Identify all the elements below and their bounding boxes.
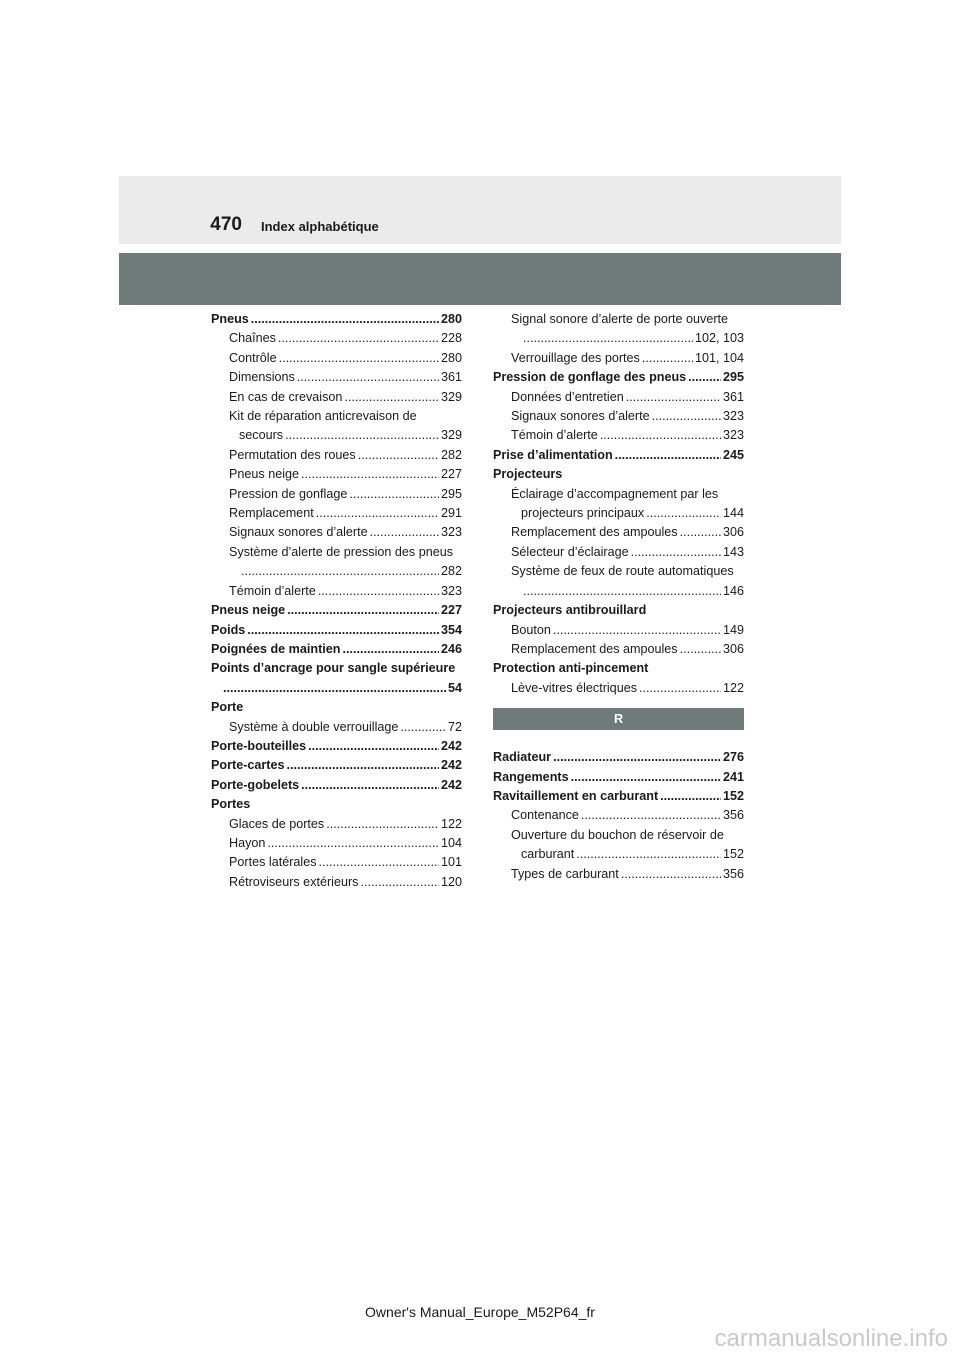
entry-term: Glaces de portes bbox=[229, 816, 325, 831]
index-entry bbox=[211, 795, 462, 814]
index-entry bbox=[211, 349, 462, 368]
dot-leader bbox=[301, 465, 439, 484]
entry-term: Pression de gonflage des pneus bbox=[493, 370, 687, 385]
entry-page: 241 bbox=[722, 769, 744, 784]
dot-leader bbox=[688, 368, 721, 387]
entry-term: Bouton bbox=[511, 622, 551, 637]
index-entry bbox=[493, 310, 744, 329]
dot-leader bbox=[680, 640, 721, 659]
entry-term: Radiateur bbox=[493, 750, 552, 765]
entry-page: 329 bbox=[440, 428, 462, 443]
entry-page: 104 bbox=[440, 835, 462, 850]
entry-term: Prise d’alimentation bbox=[493, 447, 613, 462]
index-entry bbox=[211, 407, 462, 426]
entry-term: Porte bbox=[211, 700, 244, 715]
entry-term: Chaînes bbox=[229, 331, 276, 346]
dot-leader bbox=[297, 368, 439, 387]
index-entry bbox=[211, 756, 462, 775]
entry-page: 323 bbox=[440, 583, 462, 598]
index-entry bbox=[211, 853, 462, 872]
entry-page: 144 bbox=[722, 506, 744, 521]
dot-leader bbox=[631, 543, 721, 562]
index-entry bbox=[211, 388, 462, 407]
dot-leader bbox=[241, 562, 439, 581]
dot-leader bbox=[285, 426, 439, 445]
dot-leader bbox=[342, 640, 439, 659]
dot-leader bbox=[308, 737, 439, 756]
dot-leader bbox=[279, 349, 439, 368]
entry-term: Remplacement bbox=[229, 506, 314, 521]
entry-term: Témoin d’alerte bbox=[229, 583, 316, 598]
index-entry bbox=[493, 485, 744, 504]
entry-page: 146 bbox=[722, 583, 744, 598]
entry-page: 122 bbox=[440, 816, 462, 831]
entry-page: 306 bbox=[722, 641, 744, 656]
entry-page: 295 bbox=[722, 370, 744, 385]
index-entry bbox=[211, 834, 462, 853]
entry-term: Dimensions bbox=[229, 370, 295, 385]
index-entry bbox=[493, 865, 744, 884]
entry-term: Porte-cartes bbox=[211, 758, 285, 773]
dot-leader bbox=[316, 504, 439, 523]
entry-term: Rangements bbox=[493, 769, 569, 784]
dot-leader bbox=[360, 873, 439, 892]
entry-term: Pression de gonflage bbox=[229, 486, 348, 501]
entry-term: Hayon bbox=[229, 835, 266, 850]
entry-page: 227 bbox=[440, 467, 462, 482]
index-entry bbox=[211, 679, 462, 698]
index-entry bbox=[211, 815, 462, 834]
entry-page: 143 bbox=[722, 544, 744, 559]
entry-term: Poignées de maintien bbox=[211, 641, 341, 656]
dot-leader bbox=[639, 679, 721, 698]
index-entry bbox=[493, 426, 744, 445]
index-entry bbox=[211, 446, 462, 465]
dot-leader bbox=[344, 388, 439, 407]
index-column-right bbox=[493, 310, 744, 884]
entry-term: Signal sonore d’alerte de porte ouverte bbox=[511, 312, 729, 326]
index-entry bbox=[211, 465, 462, 484]
index-entry bbox=[493, 826, 744, 845]
entry-page: 246 bbox=[440, 641, 462, 656]
entry-term: Portes latérales bbox=[229, 855, 317, 870]
section-letter: R bbox=[613, 712, 624, 727]
entry-page: 54 bbox=[447, 680, 462, 695]
index-entry bbox=[211, 621, 462, 640]
entry-page: 242 bbox=[440, 758, 462, 773]
dot-leader bbox=[646, 504, 721, 523]
index-entry bbox=[493, 504, 744, 523]
index-entry bbox=[211, 368, 462, 387]
entry-page: 122 bbox=[722, 680, 744, 695]
entry-page: 228 bbox=[440, 331, 462, 346]
entry-term: Projecteurs bbox=[493, 467, 563, 482]
entry-page: 242 bbox=[440, 777, 462, 792]
index-entry bbox=[211, 776, 462, 795]
entry-term: Porte-bouteilles bbox=[211, 738, 307, 753]
entry-page: 323 bbox=[722, 409, 744, 424]
entry-term: Porte-gobelets bbox=[211, 777, 300, 792]
index-entry bbox=[493, 679, 744, 698]
index-column-left bbox=[211, 310, 462, 892]
entry-term: Système de feux de route automatiques bbox=[511, 564, 734, 579]
dot-leader bbox=[358, 446, 439, 465]
dot-leader bbox=[523, 582, 721, 601]
index-entry bbox=[493, 407, 744, 426]
entry-page: 72 bbox=[447, 719, 462, 734]
entry-page: 354 bbox=[440, 622, 462, 637]
dot-leader bbox=[319, 853, 439, 872]
index-entry bbox=[211, 426, 462, 445]
index-entry bbox=[211, 718, 462, 737]
dot-leader bbox=[581, 806, 721, 825]
dot-leader bbox=[318, 582, 439, 601]
entry-term: Remplacement des ampoules bbox=[511, 525, 678, 540]
dot-leader bbox=[247, 621, 439, 640]
dot-leader bbox=[370, 523, 439, 542]
entry-term: Pneus neige bbox=[211, 603, 286, 618]
entry-term: Projecteurs antibrouillard bbox=[493, 603, 647, 618]
entry-term: secours bbox=[239, 428, 284, 443]
entry-term: Système à double verrouillage bbox=[229, 719, 399, 734]
entry-page: 152 bbox=[722, 847, 744, 862]
entry-term: Verrouillage des portes bbox=[511, 350, 640, 365]
entry-page: 245 bbox=[722, 447, 744, 462]
index-entry bbox=[493, 562, 744, 581]
index-entry bbox=[493, 621, 744, 640]
entry-page: 356 bbox=[722, 808, 744, 823]
index-entry bbox=[211, 582, 462, 601]
index-list-right bbox=[493, 310, 744, 698]
entry-term: Système d’alerte de pression des pneus bbox=[229, 544, 454, 559]
index-entry bbox=[493, 446, 744, 465]
index-entry bbox=[211, 543, 462, 562]
index-entry bbox=[211, 329, 462, 348]
index-entry bbox=[211, 873, 462, 892]
dot-leader bbox=[523, 329, 693, 348]
entry-page: 101, 104 bbox=[694, 350, 744, 365]
entry-term: Pneus neige bbox=[229, 467, 300, 482]
entry-term: Ravitaillement en carburant bbox=[493, 788, 659, 803]
index-entry bbox=[493, 543, 744, 562]
index-entry bbox=[211, 562, 462, 581]
entry-term: Lève-vitres électriques bbox=[511, 680, 637, 695]
index-entry bbox=[493, 659, 744, 678]
entry-page: 329 bbox=[440, 389, 462, 404]
entry-page: 282 bbox=[440, 564, 462, 579]
entry-term: Données d’entretien bbox=[511, 389, 624, 404]
entry-page: 361 bbox=[440, 370, 462, 385]
entry-term: carburant bbox=[521, 847, 575, 862]
entry-term: Rétroviseurs extérieurs bbox=[229, 874, 359, 889]
index-entry bbox=[493, 748, 744, 767]
entry-term: Ouverture du bouchon de réservoir de bbox=[511, 827, 724, 842]
index-entry bbox=[493, 806, 744, 825]
dot-leader bbox=[576, 845, 721, 864]
dot-leader bbox=[660, 787, 721, 806]
dot-leader bbox=[621, 865, 721, 884]
entry-page: 306 bbox=[722, 525, 744, 540]
dot-leader bbox=[642, 349, 693, 368]
index-entry bbox=[211, 504, 462, 523]
index-entry bbox=[211, 310, 462, 329]
index-entry bbox=[493, 368, 744, 387]
entry-term: Signaux sonores d’alerte bbox=[511, 409, 650, 424]
running-title: Index alphabétique bbox=[261, 219, 379, 234]
index-entry bbox=[211, 523, 462, 542]
dot-leader bbox=[287, 756, 439, 775]
entry-term: En cas de crevaison bbox=[229, 389, 343, 404]
index-entry bbox=[493, 768, 744, 787]
entry-term: Pneus bbox=[211, 312, 249, 326]
entry-term: Portes bbox=[211, 797, 251, 812]
entry-page: 282 bbox=[440, 447, 462, 462]
entry-page: 323 bbox=[722, 428, 744, 443]
entry-term: Poids bbox=[211, 622, 246, 637]
entry-term: Kit de réparation anticrevaison de bbox=[229, 409, 417, 424]
entry-page: 291 bbox=[440, 506, 462, 521]
dot-leader bbox=[553, 621, 721, 640]
entry-page: 152 bbox=[722, 788, 744, 803]
index-entry bbox=[493, 465, 744, 484]
entry-page: 101 bbox=[440, 855, 462, 870]
watermark: carmanualsonline.info bbox=[714, 1325, 948, 1352]
index-entry bbox=[211, 640, 462, 659]
dot-leader bbox=[349, 485, 439, 504]
dot-leader bbox=[287, 601, 439, 620]
entry-page: 120 bbox=[440, 874, 462, 889]
dot-leader bbox=[600, 426, 721, 445]
index-entry bbox=[493, 601, 744, 620]
entry-page: 242 bbox=[440, 738, 462, 753]
footer-document-id: Owner's Manual_Europe_M52P64_fr bbox=[365, 1304, 595, 1320]
index-entry bbox=[211, 659, 462, 678]
index-entry bbox=[493, 640, 744, 659]
entry-term: Contenance bbox=[511, 808, 579, 823]
entry-term: Protection anti-pincement bbox=[493, 661, 649, 676]
entry-term: Éclairage d’accompagnement par les bbox=[511, 486, 719, 501]
index-entry bbox=[493, 349, 744, 368]
dot-leader bbox=[251, 310, 439, 329]
entry-page: 280 bbox=[440, 312, 462, 326]
dot-leader bbox=[615, 446, 721, 465]
entry-page: 361 bbox=[722, 389, 744, 404]
dot-leader bbox=[400, 718, 446, 737]
entry-page: 356 bbox=[722, 866, 744, 881]
index-entry bbox=[211, 485, 462, 504]
page-number: 470 bbox=[210, 214, 242, 235]
dot-leader bbox=[301, 776, 439, 795]
index-entry bbox=[211, 698, 462, 717]
entry-page: 227 bbox=[440, 603, 462, 618]
index-entry bbox=[493, 329, 744, 348]
entry-page: 149 bbox=[722, 622, 744, 637]
index-entry bbox=[211, 601, 462, 620]
header-dark-band bbox=[119, 253, 841, 305]
index-entry bbox=[493, 582, 744, 601]
index-list-section-r bbox=[493, 748, 744, 884]
entry-page: 102, 103 bbox=[694, 331, 744, 346]
dot-leader bbox=[652, 407, 721, 426]
entry-term: Remplacement des ampoules bbox=[511, 641, 678, 656]
index-entry bbox=[211, 737, 462, 756]
dot-leader bbox=[626, 388, 721, 407]
entry-term: Témoin d’alerte bbox=[511, 428, 598, 443]
dot-leader bbox=[278, 329, 439, 348]
index-entry bbox=[493, 845, 744, 864]
entry-term: Sélecteur d’éclairage bbox=[511, 544, 629, 559]
entry-term: Types de carburant bbox=[511, 866, 619, 881]
entry-term: projecteurs principaux bbox=[521, 506, 645, 521]
dot-leader bbox=[326, 815, 439, 834]
index-entry bbox=[493, 523, 744, 542]
entry-page: 276 bbox=[722, 750, 744, 765]
entry-term: Contrôle bbox=[229, 350, 277, 365]
entry-term: Permutation des roues bbox=[229, 447, 356, 462]
entry-page: 323 bbox=[440, 525, 462, 540]
dot-leader bbox=[267, 834, 439, 853]
dot-leader bbox=[553, 748, 721, 767]
dot-leader bbox=[223, 679, 446, 698]
index-entry bbox=[493, 787, 744, 806]
entry-term: Points d’ancrage pour sangle supérieure bbox=[211, 661, 456, 676]
entry-term: Signaux sonores d’alerte bbox=[229, 525, 368, 540]
dot-leader bbox=[571, 768, 721, 787]
section-letter-bar bbox=[493, 708, 744, 730]
entry-page: 295 bbox=[440, 486, 462, 501]
index-entry bbox=[493, 388, 744, 407]
dot-leader bbox=[680, 523, 721, 542]
entry-page: 280 bbox=[440, 350, 462, 365]
